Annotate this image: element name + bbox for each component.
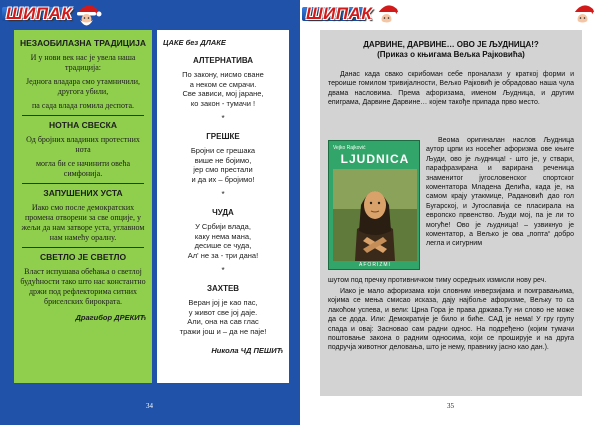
article-subtitle: (Приказ о књигама Вељка Рајковића) — [377, 50, 525, 59]
poem-body — [163, 298, 283, 336]
poem-line: Веран јој је као пас, — [188, 298, 258, 307]
text-paragraph: Једнога владара смо утамничили, другога убили, — [25, 77, 141, 96]
page-35 — [300, 0, 600, 425]
article-paragraph: Данас када свако скрибоман себе проналази у краткој форми и тероише гомилом тривијалности, Вељко Рајковић је обрадовао наша чула двама насловима. Према афоризама, именом Људница, и другим епиграма, Дарвине Дарвине… којем такође припада прво место. — [328, 71, 574, 107]
article-paragraph: шутом под пречку противничком тиму осредњих измисли нову реч. — [328, 277, 547, 284]
divider — [22, 115, 144, 116]
page-number: 35 — [447, 402, 454, 410]
star-separator: * — [221, 266, 225, 275]
poem-line: тражи још и – да не паје! — [179, 326, 267, 336]
divider — [22, 247, 144, 248]
article-paragraph: Иако је мало афоризама који словним инверзијама и поигравањима, којима се мења смисао исказа, дају најбоље афоризме, Вељку то са лакоћом успева, и вели: Црна Гора је права држава.Ту ни слово не може да се дода. Или: Демократије је било и биће. САД је нема! У гру групу спада и овај: Засноваo сам радни однос. На подређено (којим тумачи поштовање закона о радним односима, који се проширује и на друга подручја животног деловања, што је нему, правнику јасно као дан.). — [328, 288, 574, 352]
star-separator: * — [221, 190, 225, 199]
text-paragraph: Иако смо после демократских промена отворени за све опције, у жељи да нам затворе уста, углавном нам намећу оралну. — [21, 203, 145, 242]
white-column — [157, 30, 289, 383]
poem-heading: ГРЕШКЕ — [206, 131, 240, 141]
green-column — [14, 30, 152, 383]
column-dedication: ЦАКЕ без ДЛАКЕ — [163, 38, 226, 47]
book-subtitle: AFORIZMI — [359, 262, 391, 268]
section-heading: НОТНА СВЕСКА — [49, 120, 117, 130]
poem-line: По закону, нисмо сване — [182, 70, 264, 79]
poem-line: у живот све јој даје. — [188, 307, 258, 317]
text-paragraph: Од бројних владиних протестних нота — [26, 135, 140, 154]
book-title: LJUDNICA — [340, 152, 410, 166]
poem-line: а неком се смрачи. — [189, 79, 257, 89]
magazine-logo — [6, 3, 72, 25]
poem-body — [163, 146, 283, 184]
santa-icon — [72, 0, 102, 30]
poem-line: У Србији влада, — [195, 222, 251, 231]
poem-line: више не бојимо, — [194, 155, 252, 165]
text-paragraph: па сада влада гомила деспота. — [32, 101, 134, 110]
star-separator: * — [221, 114, 225, 123]
author-signature: Никола ЧД ПЕШИЋ — [211, 346, 283, 355]
page-number: 34 — [146, 402, 153, 410]
article-frame — [320, 30, 582, 396]
magazine-logo — [306, 3, 372, 25]
article-paragraph: Веома оригиналан наслов Људница аутор црпи из носећег афоризма ове књиге Људи, ово је људница! - што је, у ствари, парафразирана и варирана реченица знаменитог југословенског спортског коментатора Младена Делића, када је, на самом крају утакмице, Радановић дао гол Бугарској, и Југославија се пласирала на европско првенство. Људи мој, па је ли то могуће! Ово је људница! – узвикнуо је коментатор, а Вељко је ова „попта“ добро легла и сигурним — [426, 137, 574, 248]
mona-lisa-illustration — [333, 169, 417, 261]
poem-line: јер смо престали — [193, 165, 253, 174]
poem-line: каку нема мана, — [194, 231, 252, 241]
poem-line: Бројни се грешака — [190, 146, 256, 155]
poem-heading: ЧУДА — [212, 207, 234, 217]
poem-line: ко закон - тумачи ! — [190, 98, 256, 108]
author-signature: Драгибор ДРЕКИЋ — [75, 313, 146, 322]
poem-body — [163, 222, 283, 260]
poem-line: Али, она на сав глас — [187, 317, 259, 326]
text-paragraph: Власт испушава обећања о светлој будућности тако што нас константно држи под рефлекторима ситних бриселских бирократа. — [20, 267, 146, 306]
text-paragraph: могла би се начинити овећа симфонија. — [35, 159, 131, 178]
divider — [22, 183, 144, 184]
santa-icon — [372, 0, 402, 30]
book-author: Vejko Rajković — [333, 145, 366, 151]
book-cover — [328, 140, 420, 270]
poem-heading: АЛТЕРНАТИВА — [193, 55, 253, 65]
article-title-line: ДАРВИНЕ, ДАРВИНЕ… ОВО ЈЕ ЉУДНИЦА!? — [363, 40, 539, 49]
poem-line: и да их – бројимо! — [191, 174, 255, 184]
text-paragraph: И у нови век нас је увела наша традиција: — [30, 53, 136, 72]
poem-line: Све зависи, мој јаране, — [182, 89, 264, 98]
poem-heading: ЗАХТЕВ — [206, 283, 240, 293]
poem-line: Ал' не за - три дана! — [187, 250, 259, 260]
poem-body — [163, 70, 283, 108]
logo-text: ШИПАК — [306, 4, 373, 23]
section-heading: СВЕТЛО ЈЕ СВЕТЛО — [39, 252, 127, 262]
section-heading: ЗАПУШЕНИХ УСТА — [43, 188, 123, 198]
logo-text: ШИПАК — [6, 4, 73, 23]
section-heading: НЕЗАОБИЛАЗНА ТРАДИЦИЈА — [20, 38, 146, 48]
poem-line: десише се чуда, — [194, 241, 252, 250]
article-title — [320, 40, 582, 60]
santa-icon — [568, 0, 598, 30]
